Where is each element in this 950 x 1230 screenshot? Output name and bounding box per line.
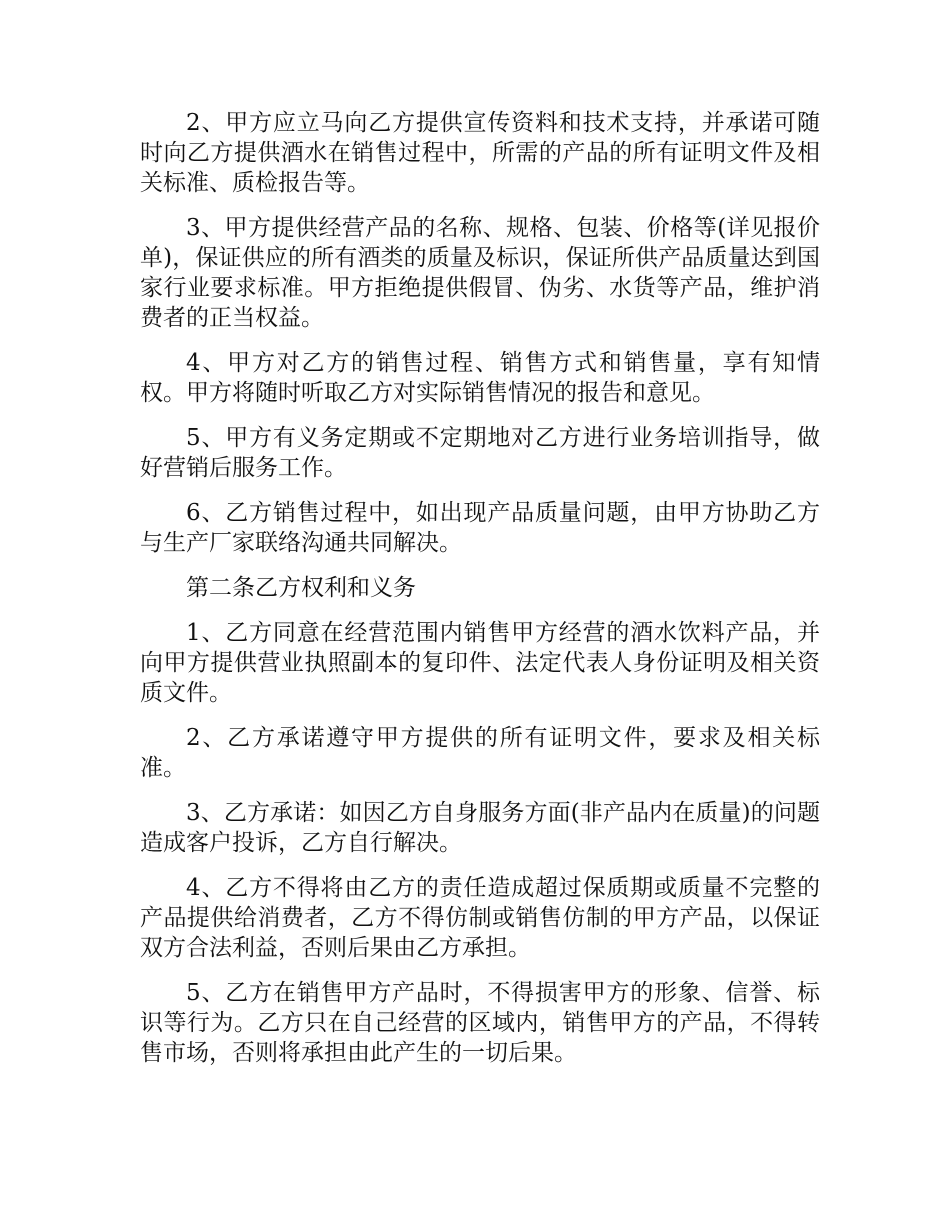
clause-paragraph: 1、乙方同意在经营范围内销售甲方经营的酒水饮料产品，并向甲方提供营业执照副本的复印件、法定代表人身份证明及相关资质文件。 [140, 620, 820, 706]
clause-paragraph: 5、甲方有义务定期或不定期地对乙方进行业务培训指导，做好营销后服务工作。 [140, 425, 820, 481]
document-page [140, 108, 820, 1083]
clause-paragraph: 3、甲方提供经营产品的名称、规格、包装、价格等(详见报价单)，保证供应的所有酒类的质量及标识，保证所供产品质量达到国家行业要求标准。甲方拒绝提供假冒、伪劣、水货等产品，维护消费者的正当权益。 [140, 215, 820, 331]
section-heading: 第二条乙方权利和义务 [186, 575, 416, 601]
clause-paragraph: 4、乙方不得将由乙方的责任造成超过保质期或质量不完整的产品提供给消费者，乙方不得仿制或销售仿制的甲方产品，以保证双方合法利益，否则后果由乙方承担。 [140, 875, 820, 961]
clause-paragraph: 2、甲方应立马向乙方提供宣传资料和技术支持，并承诺可随时向乙方提供酒水在销售过程中，所需的产品的所有证明文件及相关标准、质检报告等。 [140, 110, 820, 196]
clause-paragraph: 5、乙方在销售甲方产品时，不得损害甲方的形象、信誉、标识等行为。乙方只在自己经营的区域内，销售甲方的产品，不得转售市场，否则将承担由此产生的一切后果。 [140, 980, 820, 1066]
clause-paragraph: 3、乙方承诺：如因乙方自身服务方面(非产品内在质量)的问题造成客户投诉，乙方自行解决。 [140, 800, 820, 856]
clause-paragraph: 6、乙方销售过程中，如出现产品质量问题，由甲方协助乙方与生产厂家联络沟通共同解决。 [140, 500, 820, 556]
clause-paragraph: 2、乙方承诺遵守甲方提供的所有证明文件，要求及相关标准。 [140, 725, 820, 781]
clause-paragraph: 4、甲方对乙方的销售过程、销售方式和销售量，享有知情权。甲方将随时听取乙方对实际销售情况的报告和意见。 [140, 350, 820, 406]
